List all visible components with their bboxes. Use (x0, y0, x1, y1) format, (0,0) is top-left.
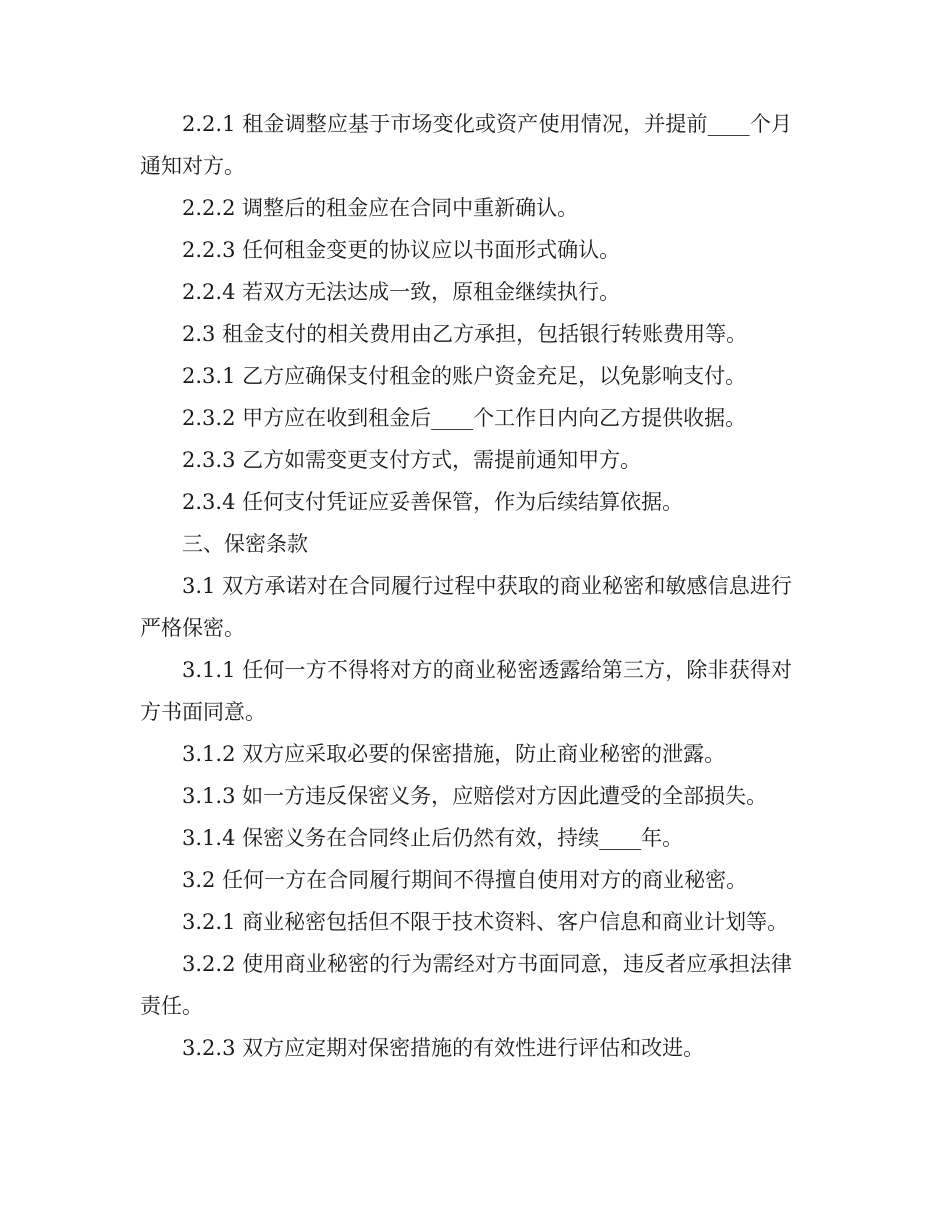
clause-2-2-4: 2.2.4 若双方无法达成一致，原租金继续执行。 (182, 280, 621, 304)
clause-3-2: 3.2 任何一方在合同履行期间不得擅自使用对方的商业秘密。 (182, 868, 748, 892)
document-body (140, 103, 792, 1069)
clause-3-2-1: 3.2.1 商业秘密包括但不限于技术资料、客户信息和商业计划等。 (182, 910, 789, 934)
clause-2-2-3: 2.2.3 任何租金变更的协议应以书面形式确认。 (182, 238, 621, 262)
clause-3-2-3: 3.2.3 双方应定期对保密措施的有效性进行评估和改进。 (182, 1036, 705, 1060)
clause-2-3-4: 2.3.4 任何支付凭证应妥善保管，作为后续结算依据。 (182, 490, 684, 514)
section-heading-confidentiality: 三、保密条款 (182, 532, 308, 556)
clause-3-1-1: 3.1.1 任何一方不得将对方的商业秘密透露给第三方，除非获得对方书面同意。 (140, 658, 792, 724)
clause-2-3-2: 2.3.2 甲方应在收到租金后____个工作日内向乙方提供收据。 (182, 406, 747, 430)
clause-3-2-2: 3.2.2 使用商业秘密的行为需经对方书面同意，违反者应承担法律责任。 (140, 952, 792, 1018)
clause-3-1-4: 3.1.4 保密义务在合同终止后仍然有效，持续____年。 (182, 826, 684, 850)
clause-2-3: 2.3 租金支付的相关费用由乙方承担，包括银行转账费用等。 (182, 322, 748, 346)
clause-3-1-2: 3.1.2 双方应采取必要的保密措施，防止商业秘密的泄露。 (182, 742, 726, 766)
clause-2-3-1: 2.3.1 乙方应确保支付租金的账户资金充足，以免影响支付。 (182, 364, 747, 388)
clause-3-1-3: 3.1.3 如一方违反保密义务，应赔偿对方因此遭受的全部损失。 (182, 784, 768, 808)
clause-2-3-3: 2.3.3 乙方如需变更支付方式，需提前通知甲方。 (182, 448, 642, 472)
clause-3-1: 3.1 双方承诺对在合同履行过程中获取的商业秘密和敏感信息进行严格保密。 (140, 574, 792, 640)
clause-2-2-2: 2.2.2 调整后的租金应在合同中重新确认。 (182, 196, 579, 220)
clause-2-2-1: 2.2.1 租金调整应基于市场变化或资产使用情况，并提前____个月通知对方。 (140, 112, 792, 178)
